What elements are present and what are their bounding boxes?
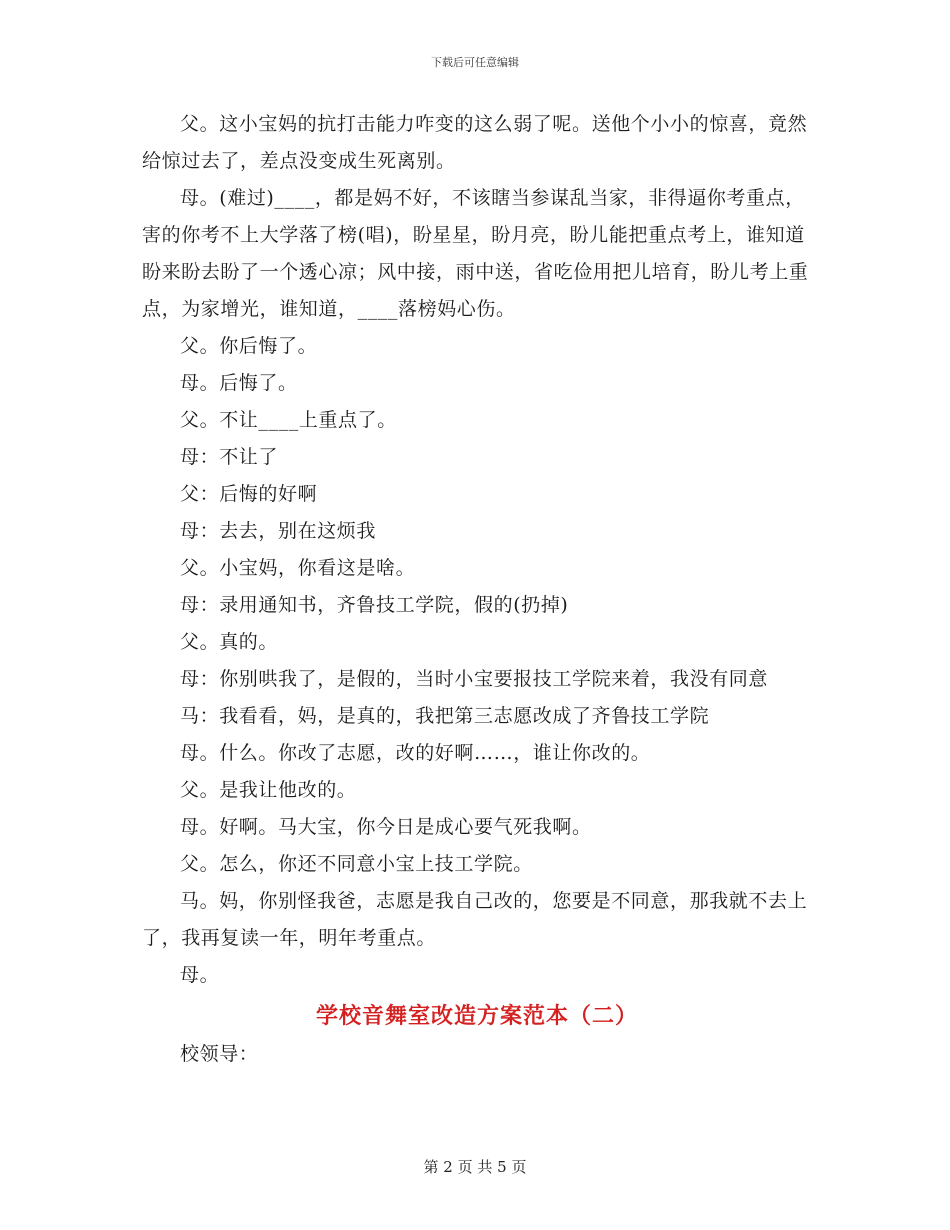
dialogue-line: 母。好啊。马大宝，你今日是成心要气死我啊。 <box>180 816 592 838</box>
dialogue-line: 父。小宝妈，你看这是啥。 <box>180 557 416 579</box>
dialogue-line: 母：录用通知书，齐鲁技工学院，假的(扔掉) <box>180 594 569 616</box>
document-body <box>142 106 812 1073</box>
dialogue-line: 父。怎么，你还不同意小宝上技工学院。 <box>180 853 533 875</box>
header-note: 下载后可任意编辑 <box>431 56 519 69</box>
dialogue-line: 父。不让____上重点了。 <box>180 409 397 431</box>
section-title: 学校音舞室改造方案范本（二） <box>315 1003 638 1029</box>
dialogue-line: 母。什么。你改了志愿，改的好啊……，谁让你改的。 <box>180 742 651 764</box>
dialogue-line: 父。你后悔了。 <box>180 335 318 357</box>
dialogue-line: 母：你别哄我了，是假的，当时小宝要报技工学院来着，我没有同意 <box>180 668 769 690</box>
dialogue-line: 父。这小宝妈的抗打击能力咋变的这么弱了呢。送他个小小的惊喜，竟然给惊过去了，差点没变成生死离别。 <box>142 113 808 172</box>
dialogue-line: 马：我看看，妈，是真的，我把第三志愿改成了齐鲁技工学院 <box>180 705 710 727</box>
dialogue-line: 父。真的。 <box>180 631 279 653</box>
dialogue-line: 母。(难过)____，都是妈不好，不该瞎当参谋乱当家，非得逼你考重点，害的你考不上大学落了榜(唱)，盼星星，盼月亮，盼儿能把重点考上，谁知道盼来盼去盼了一个透心凉；风中接，雨中送，省吃俭用把儿培育，盼儿考上重点，为家增光，谁知道，____落榜妈心伤。 <box>142 187 809 320</box>
dialogue-line: 父。是我让他改的。 <box>180 779 357 801</box>
page-number: 第 2 页 共 5 页 <box>423 1158 527 1176</box>
dialogue-line: 母：不让了 <box>180 446 279 468</box>
dialogue-line: 母：去去，别在这烦我 <box>180 520 377 542</box>
dialogue-line: 父：后悔的好啊 <box>180 483 318 505</box>
section-first-line: 校领导： <box>180 1043 259 1065</box>
dialogue-line: 母。 <box>180 964 220 986</box>
dialogue-line: 马。妈，你别怪我爸，志愿是我自己改的，您要是不同意，那我就不去上了，我再复读一年，明年考重点。 <box>142 890 808 949</box>
dialogue-line: 母。后悔了。 <box>180 372 298 394</box>
